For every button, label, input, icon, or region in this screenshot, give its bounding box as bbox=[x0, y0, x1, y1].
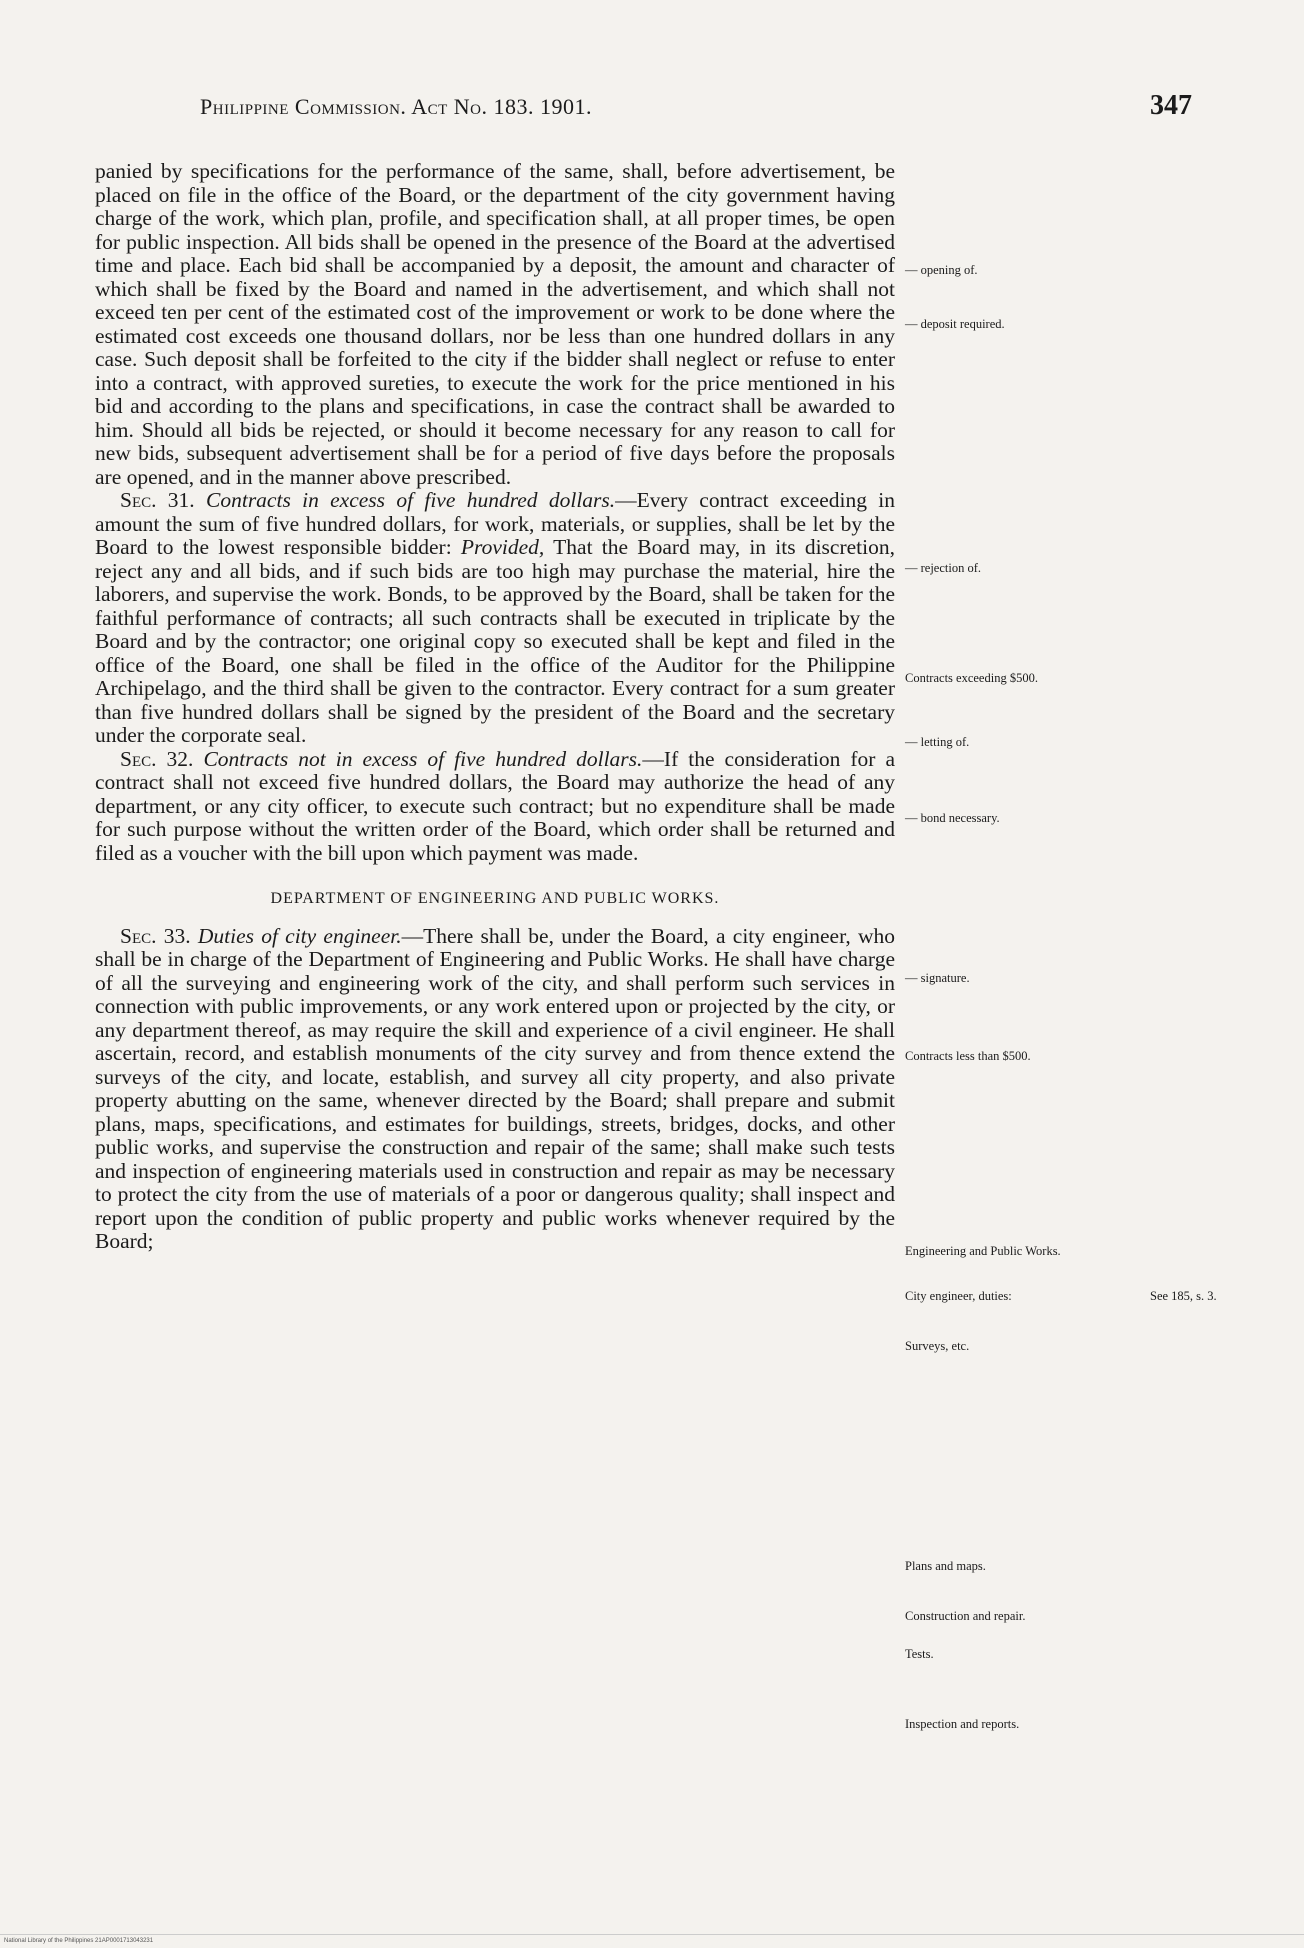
section-title: Contracts not in excess of five hundred dollars. bbox=[203, 746, 643, 771]
section-text: —If the consideration for a contract shall not exceed five hundred dollars, the Board may authorize the head of any department, or any city officer, to execute such contract; but no expenditure shall be made for such purpose without the written order of the Board, which order shall be returned and filed as a voucher with the bill upon which payment was made. bbox=[95, 746, 896, 865]
cross-reference: See 185, s. 3. bbox=[1150, 1289, 1217, 1303]
section-title: Duties of city engineer. bbox=[197, 923, 402, 948]
margin-note-engineering: Engineering and Public Works. bbox=[905, 1244, 1061, 1258]
section-title: Contracts in excess of five hundred dollars. bbox=[206, 488, 616, 512]
section-text: —There shall be, under the Board, a city engineer, who shall be in charge of the Department of Engineering and Public Works. He shall have charge of all the surveying and engineering work of the city, and shall perform such services in connection with public improvements, or any work entered upon or projected by the city, or any department thereof, as may require the skill and experience of a civil engineer. He shall ascertain, record, and establish monuments of the city survey and from thence extend the surveys of the city, and locate, establish, and survey all city property, and also private property abutting on the same, whenever directed by the Board; shall prepare and submit plans, maps, specifications, and estimates for buildings, streets, bridges, docks, and other public works, and supervise the construction and repair of the same; shall make such tests and inspection of engineering materials used in construction and repair as may be necessary to protect the city from the use of materials of a poor or dangerous quality; shall inspect and report upon the condition of public property and public works whenever required by the Board; bbox=[95, 923, 896, 1253]
footer-credit: National Library of the Philippines 21AP0001713043231 bbox=[4, 1938, 154, 1944]
section-33 bbox=[95, 925, 895, 1254]
margin-note-inspection: Inspection and reports. bbox=[905, 1717, 1020, 1731]
margin-note-letting: — letting of. bbox=[905, 735, 970, 749]
proviso-word: Provided, bbox=[460, 535, 545, 559]
margin-note-deposit: — deposit required. bbox=[905, 317, 1005, 331]
section-text: That the Board may, in its discretion, reject any and all bids, and if such bids are too high may purchase the material, hire the laborers, and supervise the work. Bonds, to be approved by the Board, shall be taken for the faithful performance of contracts; all such contracts shall be executed in triplicate by the Board and by the contractor; one original copy so executed shall be kept and filed in the office of the Board, one shall be filed in the office of the Auditor for the Philippine Archipelago, and the third shall be given to the contractor. Every contract for a sum greater than five hundred dollars shall be signed by the president of the Board and the secretary under the corporate seal. bbox=[95, 535, 895, 747]
margin-note-plans: Plans and maps. bbox=[905, 1559, 986, 1573]
margin-note-rejection: — rejection of. bbox=[905, 561, 982, 575]
body-text bbox=[95, 160, 895, 1254]
section-number: Sec. 31. bbox=[120, 488, 195, 512]
running-head: Philippine Commission. Act No. 183. 1901. bbox=[200, 94, 592, 119]
section-number: Sec. 32. bbox=[120, 746, 194, 771]
margin-note-surveys: Surveys, etc. bbox=[905, 1339, 970, 1353]
margin-note-contracts-exceeding: Contracts exceeding $500. bbox=[905, 671, 1038, 685]
page-number: 347 bbox=[1150, 90, 1192, 121]
section-number: Sec. 33. bbox=[120, 923, 191, 948]
margin-note-contracts-less: Contracts less than $500. bbox=[905, 1049, 1031, 1063]
margin-note-opening: — opening of. bbox=[905, 263, 978, 277]
paragraph-continuation: panied by specifications for the performance of the same, shall, before advertisement, be placed on file in the office of the Board, or the department of the city government having charge of the work, which plan, profile, and specification shall, at all proper times, be open for public inspection. All bids shall be opened in the presence of the Board at the advertised time and place. Each bid shall be accompanied by a deposit, the amount and character of which shall be fixed by the Board and named in the advertisement, and which shall not exceed ten per cent of the estimated cost of the improvement or work to be done where the estimated cost exceeds one thousand dollars, nor be less than one hundred dollars in any case. Such deposit shall be forfeited to the city if the bidder shall neglect or refuse to enter into a contract, with approved sureties, to execute the work for the price mentioned in his bid and according to the plans and specifications, in case the contract shall be awarded to him. Should all bids be rejected, or should it become necessary for any reason to call for new bids, subsequent advertisement shall be for a period of five days before the proposals are opened, and in the manner above prescribed. bbox=[95, 159, 895, 489]
margin-note-tests: Tests. bbox=[905, 1647, 934, 1661]
section-31 bbox=[95, 489, 895, 748]
margin-note-city-engineer: City engineer, duties: bbox=[905, 1289, 1012, 1303]
margin-note-bond: — bond necessary. bbox=[905, 811, 1000, 825]
section-32 bbox=[95, 748, 895, 866]
department-heading: DEPARTMENT OF ENGINEERING AND PUBLIC WORKS. bbox=[270, 890, 720, 907]
footer-rule bbox=[0, 1934, 1304, 1935]
margin-note-construction: Construction and repair. bbox=[905, 1609, 1026, 1623]
section-text: —Every contract exceeding in amount the sum of five hundred dollars, for work, materials, or supplies, shall be let by the Board to the lowest responsible bidder: bbox=[95, 488, 896, 559]
margin-note-signature: — signature. bbox=[905, 971, 970, 985]
